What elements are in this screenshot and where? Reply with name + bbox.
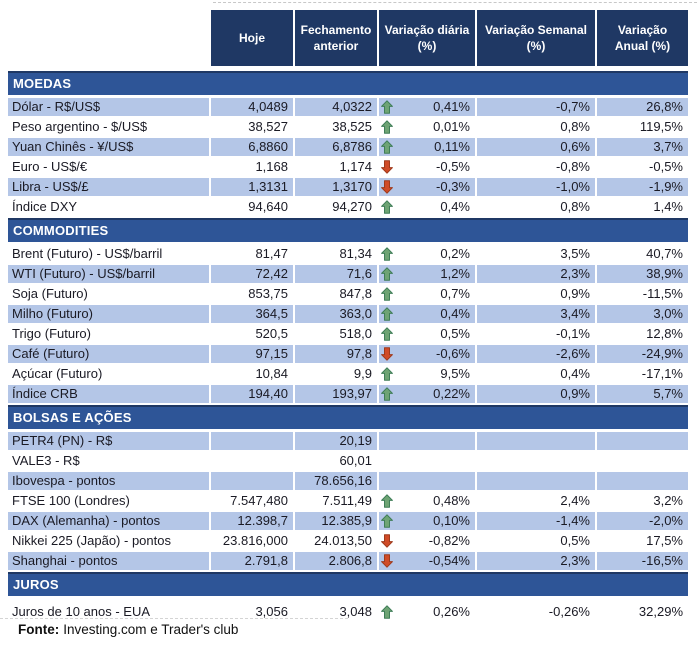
- variacao-diaria-cell: [379, 265, 475, 283]
- table-row: [8, 432, 688, 450]
- page-break-dash-top: [213, 2, 697, 3]
- variacao-diaria-value: -0,3%: [436, 179, 470, 194]
- variacao-semanal-value: 0,8%: [560, 199, 590, 214]
- up-arrow-icon: [381, 140, 393, 154]
- table-row: [8, 472, 688, 490]
- section-rows-juros: [8, 603, 688, 621]
- fechamento-anterior-value: 78.656,16: [295, 472, 377, 490]
- variacao-anual-value: -16,5%: [597, 552, 688, 570]
- variacao-diaria-value: 0,5%: [440, 326, 470, 341]
- up-arrow-icon: [381, 605, 393, 619]
- variacao-diaria-value: 0,11%: [434, 139, 470, 154]
- fechamento-anterior-value: 38,525: [332, 119, 372, 134]
- section-commodities: [8, 218, 688, 403]
- variacao-diaria-value: 0,41%: [433, 99, 470, 114]
- hoje-value: 520,5: [255, 326, 288, 341]
- variacao-diaria-value: 0,4%: [440, 199, 470, 214]
- column-header-variacao-anual: Variação Anual (%): [597, 10, 688, 66]
- label-cell: Libra - US$/£: [8, 178, 209, 196]
- variacao-anual-value: 1,4%: [653, 199, 683, 214]
- fechamento-anterior-value: 20,19: [295, 432, 377, 450]
- variacao-diaria-value: 9,5%: [440, 366, 470, 381]
- label-cell: Soja (Futuro): [12, 286, 88, 301]
- section-juros: [8, 572, 688, 621]
- label-cell: Nikkei 225 (Japão) - pontos: [12, 533, 171, 548]
- variacao-anual-value: [597, 472, 688, 490]
- table-row: [8, 325, 688, 343]
- table-header-row: [8, 10, 688, 66]
- section-bolsas-e-acoes: [8, 405, 688, 570]
- variacao-semanal-value: 0,9%: [560, 286, 590, 301]
- up-arrow-icon: [381, 267, 393, 281]
- table-row: [8, 603, 688, 621]
- fechamento-anterior-value: 71,6: [295, 265, 377, 283]
- up-arrow-icon: [381, 307, 393, 321]
- up-arrow-icon: [381, 287, 393, 301]
- hoje-value: 97,15: [211, 345, 293, 363]
- up-arrow-icon: [381, 514, 393, 528]
- hoje-value: 3,056: [255, 604, 288, 619]
- label-cell: Trigo (Futuro): [12, 326, 91, 341]
- up-arrow-icon: [381, 200, 393, 214]
- label-cell: Yuan Chinês - ¥/US$: [8, 138, 209, 156]
- variacao-diaria-cell: [379, 118, 475, 136]
- table-row: [8, 245, 688, 263]
- variacao-anual-value: 32,29%: [638, 604, 683, 619]
- down-arrow-icon: [381, 347, 393, 361]
- variacao-semanal-value: 3,4%: [477, 305, 595, 323]
- fechamento-anterior-value: 363,0: [295, 305, 377, 323]
- hoje-value: 94,640: [248, 199, 288, 214]
- fechamento-anterior-value: 2.806,8: [295, 552, 377, 570]
- table-row: [8, 385, 688, 403]
- hoje-value: 194,40: [211, 385, 293, 403]
- variacao-diaria-value: 0,2%: [440, 246, 470, 261]
- variacao-diaria-value: -0,6%: [436, 346, 470, 361]
- hoje-value: 81,47: [255, 246, 288, 261]
- hoje-value: [211, 432, 293, 450]
- table-row: [8, 492, 688, 510]
- fechamento-anterior-value: 6,8786: [295, 138, 377, 156]
- down-arrow-icon: [381, 160, 393, 174]
- variacao-semanal-value: -0,26%: [548, 604, 590, 619]
- fechamento-anterior-value: 3,048: [339, 604, 372, 619]
- section-moedas: [8, 71, 688, 216]
- hoje-value: 72,42: [211, 265, 293, 283]
- up-arrow-icon: [381, 367, 393, 381]
- variacao-semanal-value: [477, 432, 595, 450]
- variacao-diaria-cell: [379, 365, 475, 383]
- label-cell: WTI (Futuro) - US$/barril: [8, 265, 209, 283]
- fechamento-anterior-value: 24.013,50: [314, 533, 372, 548]
- source-line: [18, 622, 238, 637]
- fechamento-anterior-value: 7.511,49: [322, 493, 372, 508]
- section-header-commodities: COMMODITIES: [8, 218, 688, 242]
- variacao-anual-value: -24,9%: [597, 345, 688, 363]
- label-cell: Ibovespa - pontos: [8, 472, 209, 490]
- label-cell: Índice CRB: [8, 385, 209, 403]
- variacao-diaria-value: 0,10%: [433, 513, 470, 528]
- fechamento-anterior-value: 94,270: [332, 199, 372, 214]
- label-cell: Juros de 10 anos - EUA: [12, 604, 151, 619]
- table-row: [8, 118, 688, 136]
- variacao-anual-value: -1,9%: [597, 178, 688, 196]
- variacao-semanal-value: -0,8%: [556, 159, 590, 174]
- table-row: [8, 552, 688, 570]
- variacao-semanal-value: 2,3%: [477, 552, 595, 570]
- label-cell: Shanghai - pontos: [8, 552, 209, 570]
- variacao-diaria-value: 0,4%: [440, 306, 470, 321]
- hoje-value: [211, 452, 293, 470]
- down-arrow-icon: [381, 180, 393, 194]
- variacao-anual-value: [597, 432, 688, 450]
- variacao-diaria-cell: [379, 158, 475, 176]
- variacao-anual-value: 40,7%: [646, 246, 683, 261]
- variacao-semanal-value: 0,8%: [560, 119, 590, 134]
- label-cell: Índice DXY: [12, 199, 78, 214]
- variacao-diaria-cell: [379, 532, 475, 550]
- label-cell: DAX (Alemanha) - pontos: [8, 512, 209, 530]
- label-cell: VALE3 - R$: [12, 453, 80, 468]
- variacao-anual-value: 26,8%: [597, 98, 688, 116]
- variacao-semanal-value: -0,1%: [556, 326, 590, 341]
- down-arrow-icon: [381, 554, 393, 568]
- variacao-diaria-value: 0,7%: [440, 286, 470, 301]
- hoje-value: 12.398,7: [211, 512, 293, 530]
- source-text: Investing.com e Trader's club: [63, 622, 239, 637]
- variacao-diaria-value: 0,01%: [433, 119, 470, 134]
- variacao-semanal-value: 2,4%: [560, 493, 590, 508]
- variacao-diaria-value: 0,22%: [433, 386, 470, 401]
- label-cell: Café (Futuro): [8, 345, 209, 363]
- column-header-variacao-semanal: Variação Semanal (%): [477, 10, 595, 66]
- hoje-value: [211, 472, 293, 490]
- variacao-semanal-value: [477, 472, 595, 490]
- up-arrow-icon: [381, 387, 393, 401]
- section-rows-moedas: [8, 98, 688, 216]
- table-body: [8, 71, 688, 621]
- variacao-anual-value: 5,7%: [597, 385, 688, 403]
- variacao-semanal-value: 2,3%: [477, 265, 595, 283]
- variacao-semanal-value: -2,6%: [477, 345, 595, 363]
- label-cell: Brent (Futuro) - US$/barril: [12, 246, 163, 261]
- up-arrow-icon: [381, 247, 393, 261]
- variacao-diaria-cell: [379, 452, 475, 470]
- variacao-diaria-value: 0,48%: [433, 493, 470, 508]
- section-header-juros: JUROS: [8, 572, 688, 596]
- variacao-semanal-value: 0,5%: [560, 533, 590, 548]
- label-cell: Açúcar (Futuro): [12, 366, 103, 381]
- variacao-diaria-cell: [379, 492, 475, 510]
- variacao-anual-value: 17,5%: [646, 533, 683, 548]
- section-header-bolsas-e-acoes: BOLSAS E AÇÕES: [8, 405, 688, 429]
- variacao-anual-value: 3,2%: [653, 493, 683, 508]
- variacao-diaria-cell: [379, 512, 475, 530]
- variacao-semanal-value: -1,0%: [477, 178, 595, 196]
- variacao-anual-value: -11,5%: [642, 286, 683, 301]
- variacao-diaria-cell: [379, 285, 475, 303]
- variacao-semanal-value: [477, 452, 595, 470]
- variacao-anual-value: -17,1%: [641, 366, 683, 381]
- table-row: [8, 512, 688, 530]
- variacao-diaria-value: -0,5%: [436, 159, 470, 174]
- variacao-diaria-cell: [379, 385, 475, 403]
- variacao-diaria-cell: [379, 178, 475, 196]
- fechamento-anterior-value: 1,3170: [295, 178, 377, 196]
- source-label: Fonte:: [18, 622, 60, 637]
- fechamento-anterior-value: 60,01: [339, 453, 372, 468]
- hoje-value: 10,84: [255, 366, 288, 381]
- hoje-value: 7.547,480: [230, 493, 288, 508]
- variacao-anual-value: 3,7%: [597, 138, 688, 156]
- table-row: [8, 345, 688, 363]
- fechamento-anterior-value: 4,0322: [295, 98, 377, 116]
- variacao-anual-value: -2,0%: [597, 512, 688, 530]
- label-cell: Milho (Futuro): [8, 305, 209, 323]
- fechamento-anterior-value: 9,9: [353, 366, 372, 381]
- column-header-hoje: Hoje: [211, 10, 293, 66]
- up-arrow-icon: [381, 327, 393, 341]
- fechamento-anterior-value: 12.385,9: [295, 512, 377, 530]
- variacao-diaria-cell: [379, 472, 475, 490]
- variacao-diaria-cell: [379, 432, 475, 450]
- fechamento-anterior-value: 518,0: [339, 326, 372, 341]
- table-row: [8, 138, 688, 156]
- variacao-semanal-value: -0,7%: [477, 98, 595, 116]
- variacao-anual-value: 38,9%: [597, 265, 688, 283]
- label-cell: Dólar - R$/US$: [8, 98, 209, 116]
- fechamento-anterior-value: 1,174: [339, 159, 372, 174]
- variacao-semanal-value: 0,6%: [477, 138, 595, 156]
- label-cell: Euro - US$/€: [12, 159, 88, 174]
- fechamento-anterior-value: 193,97: [295, 385, 377, 403]
- table-row: [8, 365, 688, 383]
- variacao-anual-value: [597, 452, 688, 470]
- variacao-anual-value: 119,5%: [639, 119, 683, 134]
- variacao-anual-value: 3,0%: [597, 305, 688, 323]
- hoje-value: 364,5: [211, 305, 293, 323]
- variacao-semanal-value: -1,4%: [477, 512, 595, 530]
- hoje-value: 853,75: [248, 286, 288, 301]
- table-row: [8, 98, 688, 116]
- column-header-fechamento-anterior: Fechamento anterior: [295, 10, 377, 66]
- variacao-anual-value: 12,8%: [646, 326, 683, 341]
- table-row: [8, 532, 688, 550]
- up-arrow-icon: [381, 100, 393, 114]
- label-cell: PETR4 (PN) - R$: [8, 432, 209, 450]
- variacao-diaria-cell: [379, 138, 475, 156]
- up-arrow-icon: [381, 120, 393, 134]
- variacao-diaria-cell: [379, 603, 475, 621]
- variacao-semanal-value: 3,5%: [560, 246, 590, 261]
- hoje-value: 38,527: [248, 119, 288, 134]
- variacao-diaria-cell: [379, 305, 475, 323]
- variacao-diaria-cell: [379, 245, 475, 263]
- hoje-value: 23.816,000: [222, 533, 288, 548]
- table-row: [8, 158, 688, 176]
- table-row: [8, 305, 688, 323]
- fechamento-anterior-value: 81,34: [339, 246, 372, 261]
- variacao-diaria-cell: [379, 198, 475, 216]
- fechamento-anterior-value: 847,8: [339, 286, 372, 301]
- variacao-diaria-value: -0,82%: [428, 533, 470, 548]
- market-report-table: [8, 10, 688, 623]
- table-row: [8, 265, 688, 283]
- hoje-value: 1,3131: [211, 178, 293, 196]
- variacao-anual-value: -0,5%: [649, 159, 683, 174]
- variacao-diaria-value: 1,2%: [440, 266, 470, 281]
- up-arrow-icon: [381, 494, 393, 508]
- variacao-diaria-value: 0,26%: [433, 604, 470, 619]
- section-rows-bolsas-e-acoes: [8, 432, 688, 570]
- header-spacer: [8, 10, 209, 66]
- label-cell: FTSE 100 (Londres): [12, 493, 130, 508]
- variacao-diaria-cell: [379, 552, 475, 570]
- table-row: [8, 452, 688, 470]
- variacao-semanal-value: 0,9%: [477, 385, 595, 403]
- hoje-value: 1,168: [255, 159, 288, 174]
- variacao-diaria-cell: [379, 98, 475, 116]
- table-row: [8, 285, 688, 303]
- down-arrow-icon: [381, 534, 393, 548]
- label-cell: Peso argentino - $/US$: [12, 119, 148, 134]
- variacao-semanal-value: 0,4%: [560, 366, 590, 381]
- table-row: [8, 178, 688, 196]
- section-rows-commodities: [8, 245, 688, 403]
- column-header-variacao-diaria: Variação diária (%): [379, 10, 475, 66]
- hoje-value: 2.791,8: [211, 552, 293, 570]
- section-header-moedas: MOEDAS: [8, 71, 688, 95]
- hoje-value: 6,8860: [211, 138, 293, 156]
- variacao-diaria-value: -0,54%: [428, 553, 470, 568]
- variacao-diaria-cell: [379, 345, 475, 363]
- hoje-value: 4,0489: [211, 98, 293, 116]
- table-row: [8, 198, 688, 216]
- variacao-diaria-cell: [379, 325, 475, 343]
- fechamento-anterior-value: 97,8: [295, 345, 377, 363]
